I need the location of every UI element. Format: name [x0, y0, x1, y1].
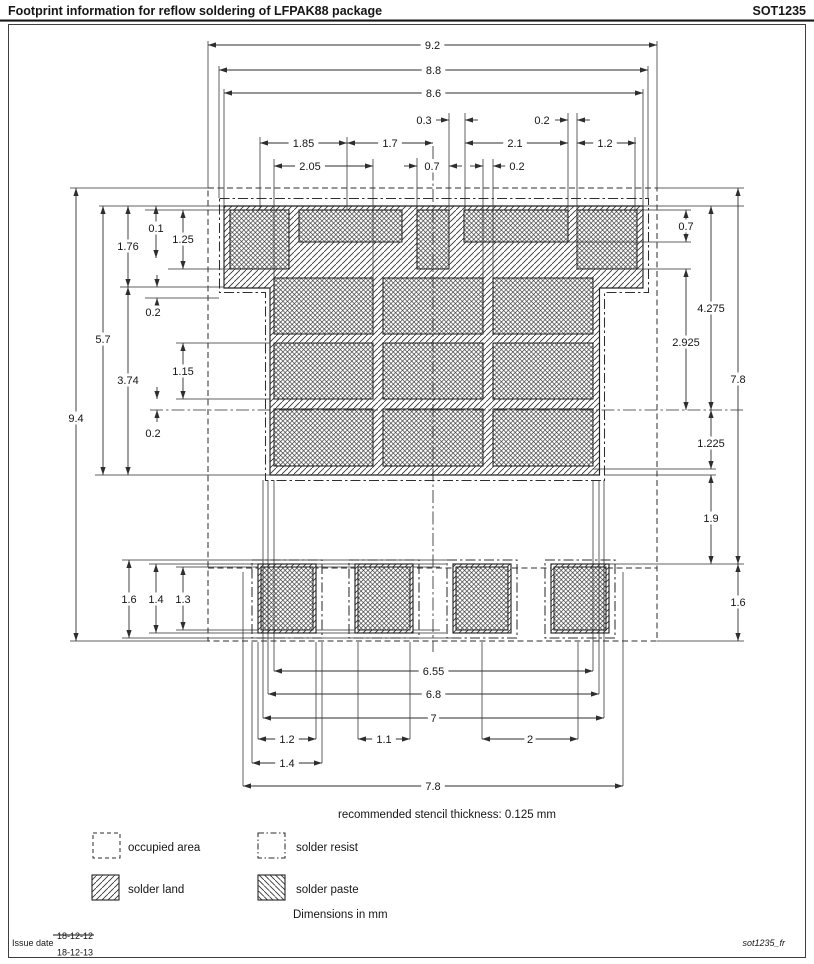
dim-label-t_03: 0.3: [416, 115, 432, 127]
solder-paste-pad: [464, 210, 568, 242]
dim-label-b_2: 2: [526, 734, 534, 746]
solder-paste-pad: [577, 210, 637, 269]
dim-label-r_2925: 2.925: [672, 337, 700, 349]
header-rule: [0, 20, 814, 22]
package-code: SOT1235: [752, 4, 806, 18]
dim-label-t_21: 2.1: [507, 138, 523, 150]
dim-label-r_16: 1.6: [730, 597, 746, 609]
document-id: sot1235_fr: [742, 938, 785, 948]
dim-label-b_68: 6.8: [425, 689, 442, 701]
legend-paste-swatch: [258, 875, 285, 900]
dim-label-r_19: 1.9: [703, 513, 719, 525]
legend-resist-label: solder resist: [296, 842, 358, 854]
stencil-note: recommended stencil thickness: 0.125 mm: [338, 809, 556, 821]
dim-label-l_01: 0.1: [148, 223, 164, 235]
units-note: Dimensions in mm: [293, 909, 388, 921]
dim-label-l_94: 9.4: [68, 413, 84, 425]
dim-label-t_07: 0.7: [424, 161, 440, 173]
dim-label-bl_14: 1.4: [148, 594, 164, 606]
solder-paste-pad: [274, 409, 373, 466]
dim-label-r_78: 7.8: [730, 374, 746, 386]
issue-date-label: Issue date: [12, 938, 54, 948]
issue-date-new: 18-12-13: [57, 947, 94, 958]
issue-date-old: 18-12-12: [57, 931, 94, 941]
solder-paste-pad: [554, 567, 606, 630]
dim-label-l_125: 1.25: [172, 234, 194, 246]
dim-label-t_17: 1.7: [382, 138, 398, 150]
dim-label-b_14: 1.4: [279, 758, 295, 770]
dim-label-t_88: 8.8: [425, 65, 442, 77]
legend-occupied-label: occupied area: [128, 842, 201, 854]
dim-label-l_115: 1.15: [172, 366, 194, 378]
dim-label-r_4275: 4.275: [697, 303, 725, 315]
dim-label-t_185: 1.85: [292, 138, 315, 150]
legend-paste-label: solder paste: [296, 884, 359, 896]
solder-paste-pad: [358, 567, 410, 630]
dim-label-l_02a: 0.2: [145, 307, 161, 319]
solder-paste-pad: [493, 343, 593, 399]
solder-paste-pad: [230, 210, 289, 269]
page-footer: [12, 931, 786, 958]
page-title: Footprint information for reflow soldering of LFPAK88 package: [8, 4, 383, 18]
dim-label-b_11: 1.1: [376, 734, 392, 746]
solder-paste-pad: [274, 278, 373, 334]
solder-paste-pad: [261, 567, 313, 630]
dim-label-l_02b: 0.2: [145, 428, 161, 440]
legend: [92, 833, 359, 900]
solder-paste-pad: [299, 210, 402, 242]
dim-label-t_205: 2.05: [299, 161, 321, 173]
solder-paste-pad: [274, 343, 373, 399]
dim-label-r_07: 0.7: [678, 221, 694, 233]
dim-label-r_1225: 1.225: [697, 438, 725, 450]
dim-label-l_57: 5.7: [95, 334, 111, 346]
legend-land-swatch: [92, 875, 119, 900]
dim-label-b_655: 6.55: [422, 666, 445, 678]
dim-label-t_02b: 0.2: [509, 161, 525, 173]
dim-label-t_86: 8.6: [425, 88, 442, 100]
dim-label-b_7: 7: [430, 713, 437, 725]
dim-label-bl_13: 1.3: [175, 594, 191, 606]
solder-paste-pad: [456, 567, 508, 630]
dim-label-b_12: 1.2: [279, 734, 295, 746]
solder-paste-pad: [493, 409, 593, 466]
legend-occupied-swatch: [93, 833, 120, 858]
solder-paste-pad: [493, 278, 593, 334]
dim-label-b_78: 7.8: [425, 781, 441, 793]
dim-label-l_176: 1.76: [117, 241, 139, 253]
dim-label-bl_16: 1.6: [121, 594, 137, 606]
dim-label-t_12: 1.2: [597, 138, 613, 150]
dim-label-t_92: 9.2: [424, 40, 441, 52]
dim-label-t_02a: 0.2: [534, 115, 550, 127]
dim-label-l_374: 3.74: [117, 375, 139, 387]
legend-land-label: solder land: [128, 884, 185, 896]
legend-resist-swatch: [258, 833, 285, 858]
